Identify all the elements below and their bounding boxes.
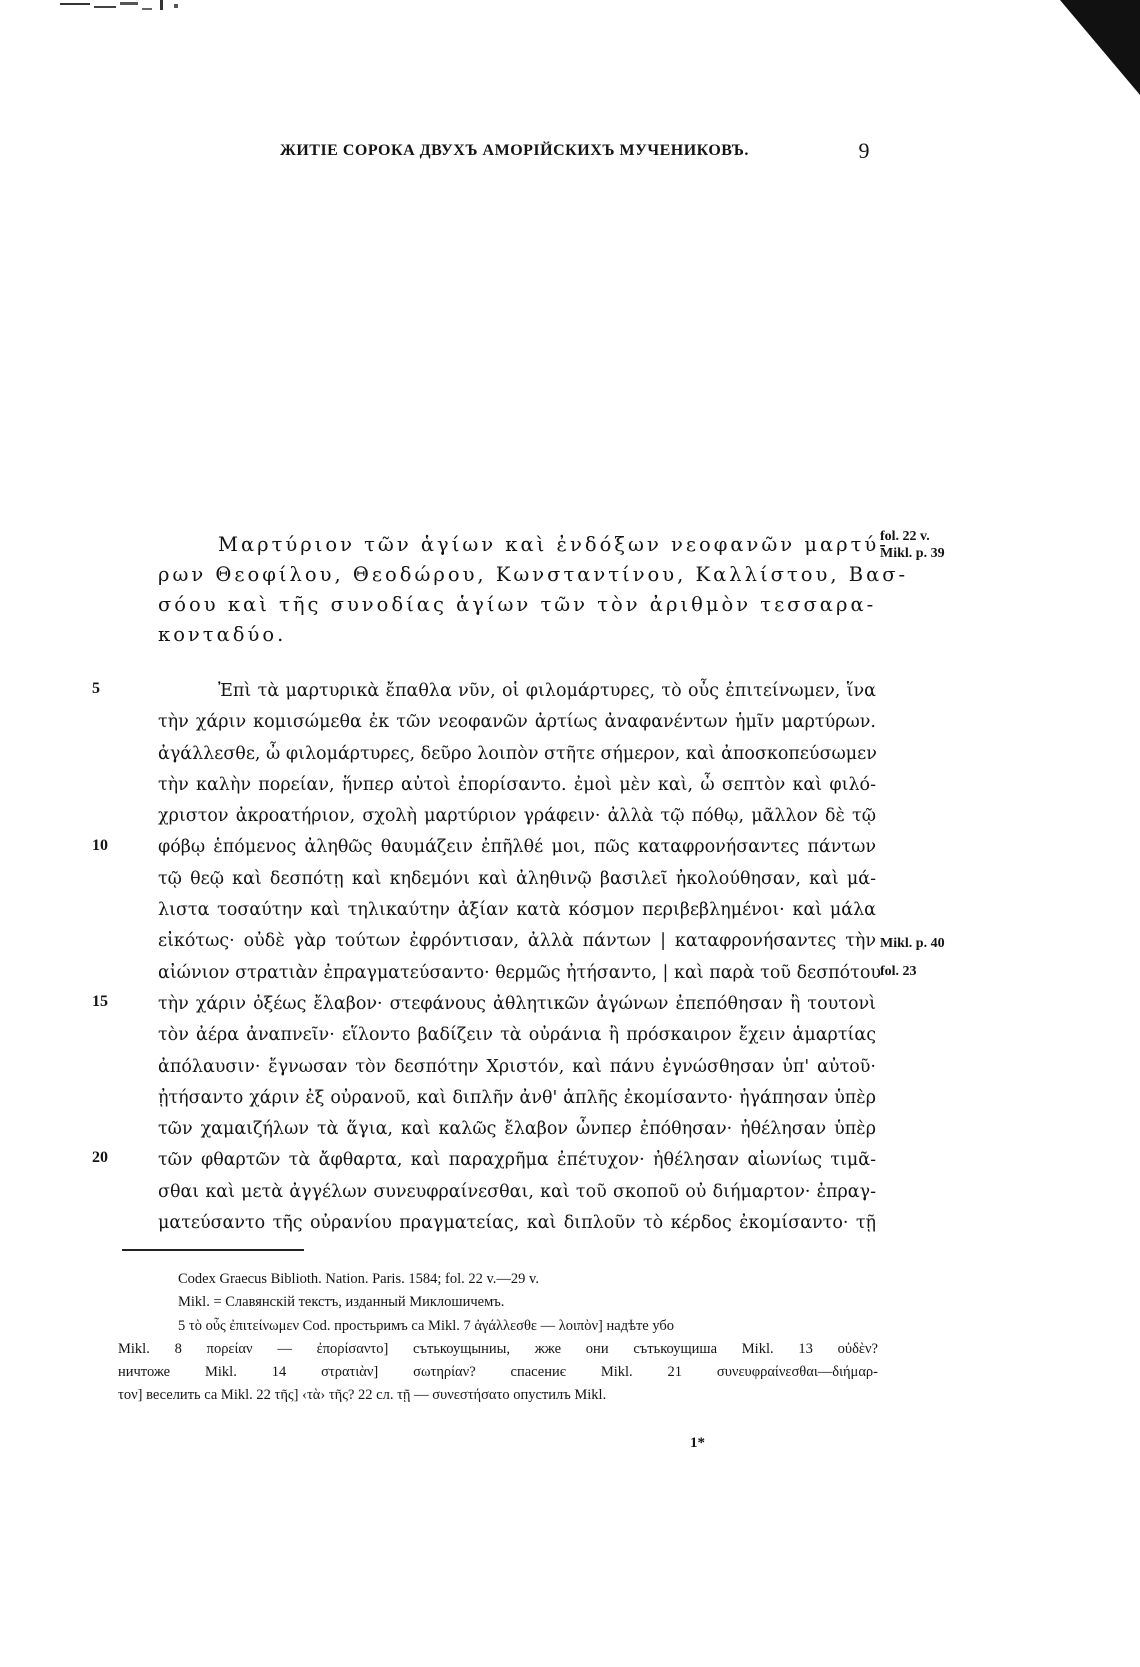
text-line: τῶν χαμαιζήλων τὰ ἅγια, καὶ καλῶς ἔλαβον ὧνπερ ἐπόθησαν· ἠθέλησαν ὑπὲρ	[158, 1119, 876, 1140]
text-line: χριστον ἀκροατήριον, σχολὴ μαρτύριον γράφειν· ἀλλὰ τῷ πόθῳ, μᾶλλον δὲ τῷ	[158, 806, 876, 827]
text-line: φόβῳ ἑπόμενος ἀληθῶς θαυμάζειν ἐπῆλθέ μοι, πῶς καταφρονήσαντες πάντων	[158, 837, 876, 858]
footnote-line: τον] веселить са Mikl. 22 τῆς] ‹τὰ› τῆς? 22 сл. τῇ — συνεστήσατο опустилъ Mikl.	[118, 1387, 607, 1404]
text-line: ᾐτήσαντο χάριν ἐξ οὐρανοῦ, καὶ διπλῆν ἀνθ' ἁπλῆς ἐκομίσαντο· ἠγάπησαν ὑπὲρ	[158, 1087, 876, 1108]
footnote-line: Mikl. 8 πορείαν — ἐπορίσαντο] сътькоущыниы, жже они сътькоущиша Mikl. 13 οὐδὲν?	[118, 1340, 878, 1357]
text-line: ματεύσαντο τῆς οὐρανίου πραγματείας, καὶ διπλοῦν τὸ κέρδος ἐκομίσαντο· τῇ	[158, 1213, 876, 1234]
title-line: σόου καὶ τῆς συνοδίας ἁγίων τῶν τὸν ἀριθμὸν τεσσαρα-	[158, 593, 877, 616]
line-number-5: 5	[92, 680, 100, 697]
margin-note-fol-22v: fol. 22 v.	[880, 529, 930, 544]
text-line: τὴν χάριν κομισώμεθα ἐκ τῶν νεοφανῶν ἀρτίως ἀναφανέντων ἡμῖν μαρτύρων.	[158, 712, 876, 733]
text-line: αἰώνιον στρατιὰν ἐπραγματεύσαντο· θερμῶς ἠτήσαντο, | καὶ παρὰ τοῦ δεσπότου	[158, 962, 882, 983]
footnote-line: Mikl. = Славянскій текстъ, изданный Миклошичемъ.	[178, 1294, 505, 1311]
text-line: ἀγάλλεσθε, ὦ φιλομάρτυρες, δεῦρο λοιπὸν στῆτε σήμερον, καὶ ἀποσκοπεύσωμεν	[158, 743, 877, 764]
text-line: σθαι καὶ μετὰ ἀγγέλων συνευφραίνεσθαι, καὶ τοῦ σκοποῦ οὐ διήμαρτον· ἐπραγ-	[158, 1181, 876, 1202]
text-line: εἰκότως· οὐδὲ γὰρ τούτων ἐφρόντισαν, ἀλλὰ πάντων | καταφρονήσαντες τὴν	[158, 931, 876, 952]
footnote-line: Codex Graecus Biblioth. Nation. Paris. 1584; fol. 22 v.—29 v.	[178, 1271, 539, 1287]
text-line: Ἐπὶ τὰ μαρτυρικὰ ἔπαθλα νῦν, οἱ φιλομάρτυρες, τὸ οὖς ἐπιτείνωμεν, ἵνα	[218, 681, 876, 701]
title-line: κονταδύο.	[158, 623, 287, 646]
title-line: Μαρτύριον τῶν ἁγίων καὶ ἐνδόξων νεοφανῶν μαρτύ-	[218, 533, 889, 556]
margin-note-mikl-39: Mikl. p. 39	[880, 546, 945, 561]
footnote-line: 5 τὸ οὖς ἐπιτείνωμεν Cod. простьримъ са Mikl. 7 ἀγάλλεσθε — λοιπὸν] надѣте убо	[178, 1317, 675, 1334]
text-line: τὴν χάριν ὀξέως ἔλαβον· στεφάνους ἀθλητικῶν ἀγώνων ἐπεπόθησαν ἢ τουτονὶ	[158, 993, 876, 1014]
running-title: ЖИТІЕ СОРОКА ДВУХЪ АМОРІЙСКИХЪ МУЧЕНИКОВЪ.	[280, 142, 749, 159]
text-line: λιστα τοσαύτην καὶ τηλικαύτην ἀξίαν κατὰ κόσμον περιβεβλημένοι· καὶ μάλα	[158, 900, 876, 921]
signature-mark: 1*	[690, 1435, 705, 1451]
page-number: 9	[858, 138, 870, 163]
line-number-20: 20	[92, 1149, 108, 1166]
text-line: τῶν φθαρτῶν τὰ ἄφθαρτα, καὶ παραχρῆμα ἐπέτυχον· ἠθέλησαν αἰωνίως τιμᾶ-	[158, 1150, 876, 1171]
footnote-rule	[122, 1249, 304, 1251]
main-text	[158, 676, 882, 1239]
margin-note-mikl-40: Mikl. p. 40	[880, 936, 945, 951]
footnotes	[118, 1268, 878, 1408]
text-line: ἀπόλαυσιν· ἔγνωσαν τὸν δεσπότην Χριστόν, καὶ πάνυ ἐγνώσθησαν ὑπ' αὐτοῦ·	[158, 1056, 876, 1077]
text-line: τὴν καλὴν πορείαν, ἥνπερ αὐτοὶ ἐπορίσαντο. ἐμοὶ μὲν καὶ, ὦ σεπτὸν καὶ φιλό-	[158, 774, 876, 795]
line-number-15: 15	[92, 993, 108, 1010]
running-header	[280, 140, 870, 166]
footnote-line: ничтоже Mikl. 14 στρατιὰν] σωτηρίαν? спасениє Mikl. 21 συνευφραίνεσθαι—διήμαρ-	[118, 1364, 878, 1381]
line-number-10: 10	[92, 837, 108, 854]
text-line: τὸν ἀέρα ἀναπνεῖν· εἵλοντο βαδίζειν τὰ οὐράνια ἢ πρόσκαιρον ἔχειν ἁμαρτίας	[158, 1025, 876, 1046]
title-line: ρων Θεοφίλου, Θεοδώρου, Κωνσταντίνου, Καλλίστου, Βασ-	[158, 563, 909, 586]
margin-note-fol-23: fol. 23	[880, 964, 917, 979]
scan-corner-shadow	[1060, 0, 1140, 95]
text-line: τῷ θεῷ καὶ δεσπότῃ καὶ κηδεμόνι καὶ ἀληθινῷ βασιλεῖ ἠκολούθησαν, καὶ μά-	[158, 868, 876, 889]
scan-noise-marks	[60, 0, 200, 16]
